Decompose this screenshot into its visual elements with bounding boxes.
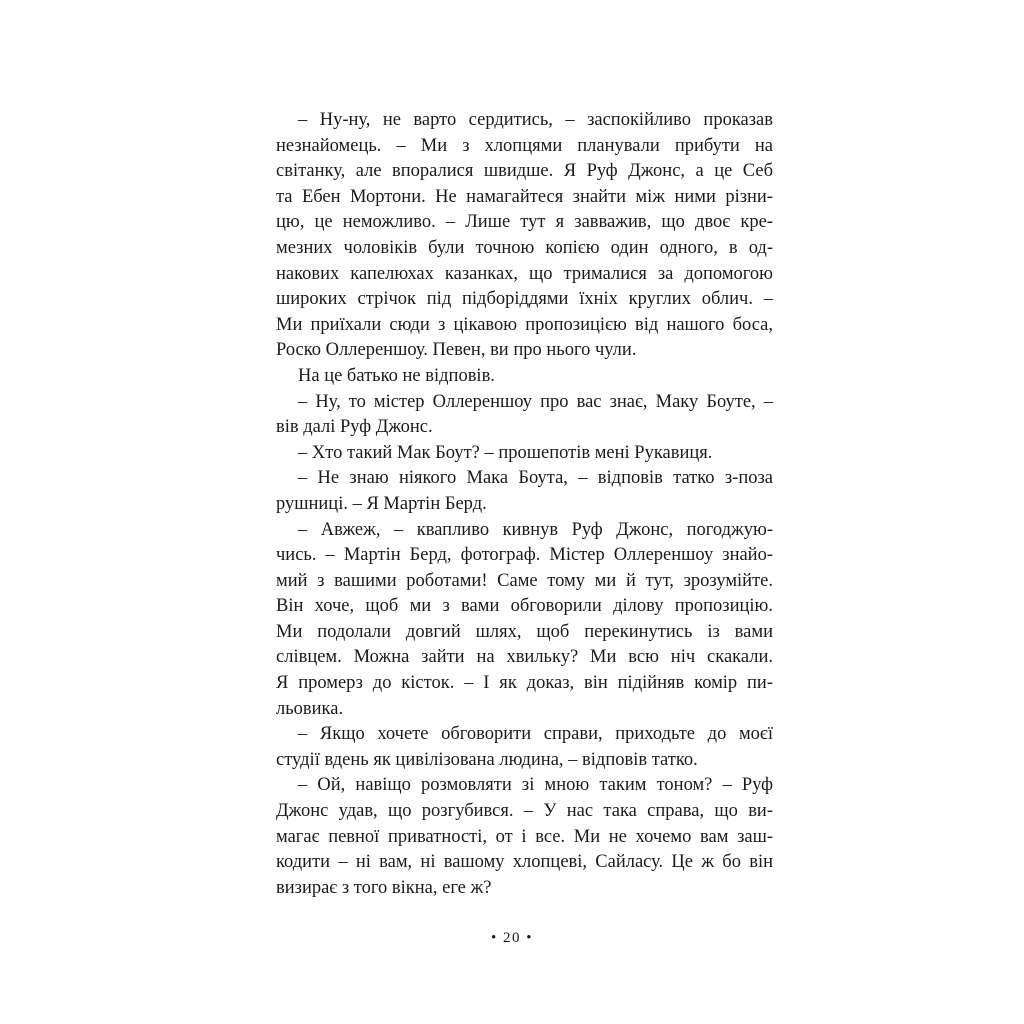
text-line: чись. – Мартін Берд, фотограф. Містер Оллереншоу знайо- [276,545,773,566]
paragraph [276,518,773,723]
text-line: – Не знаю ніякого Мака Боута, – відповів татко з-поза [298,468,773,489]
text-line: вів далі Руф Джонс. [276,417,433,438]
text-line: – Авжеж, – квапливо кивнув Руф Джонс, погоджую- [298,519,773,540]
text-line: – Ой, навіщо розмовляти зі мною таким тоном? – Руф [298,775,773,796]
text-line: льовика. [276,698,344,719]
text-line: цю, це неможливо. – Лише тут я завважив, що двоє кре- [276,212,773,233]
text-line: кодити – ні вам, ні вашому хлопцеві, Сайласу. Це ж бо він [276,852,773,873]
text-line: накових капелюхах казанках, що трималися за допомогою [276,263,773,284]
text-line: мезних чоловіків були точною копією один одного, в од- [276,237,773,258]
text-line: студії вдень як цивілізована людина, – відповів татко. [276,749,698,770]
text-block [276,108,773,901]
text-line: світанку, але впоралися швидше. Я Руф Джонс, а це Себ [276,161,773,182]
paragraph [276,390,773,441]
text-line: Роско Оллереншоу. Певен, ви про нього чули. [276,340,637,361]
text-line: широких стрічок під підборіддями їхніх круглих облич. – [276,289,773,310]
text-line: визирає з того вікна, еге ж? [276,877,492,898]
page-number: • 20 • [490,930,533,946]
text-line: та Ебен Мортони. Не намагайтеся знайти між ними різни- [276,186,773,207]
paragraph [276,364,773,390]
paragraph [276,773,773,901]
text-line: – Ну, то містер Оллереншоу про вас знає, Маку Боуте, – [298,391,773,412]
text-line: мий з вашими роботами! Саме тому ми й тут, зрозумійте. [276,570,773,591]
text-line: Він хоче, щоб ми з вами обговорили ділову пропозицію. [276,596,773,617]
paragraph [276,108,773,364]
text-line: – Ну-ну, не варто сердитись, – заспокійливо проказав [298,110,773,130]
text-line: Я промерз до кісток. – І як доказ, він підійняв комір пи- [276,673,773,694]
paragraph [276,722,773,773]
paragraph [276,441,773,467]
text-line: рушниці. – Я Мартін Берд. [276,493,487,514]
text-line: незнайомець. – Ми з хлопцями планували прибути на [276,135,773,156]
text-line: слівцем. Можна зайти на хвильку? Ми всю ніч скакали. [276,647,773,668]
text-line: магає певної приватності, от і все. Ми не хочемо вам заш- [276,826,773,847]
text-line: Ми подолали довгий шлях, щоб перекинутись із вами [276,621,773,642]
text-line: Ми приїхали сюди з цікавою пропозицією від нашого боса, [276,314,773,335]
text-line: Джонс удав, що розгубився. – У нас така справа, що ви- [276,801,773,822]
text-line: – Якщо хочете обговорити справи, приходьте до моєї [298,724,773,745]
paragraph [276,466,773,517]
text-line: На це батько не відповів. [298,365,495,386]
text-line: – Хто такий Мак Боут? – прошепотів мені Рукавиця. [298,442,713,463]
